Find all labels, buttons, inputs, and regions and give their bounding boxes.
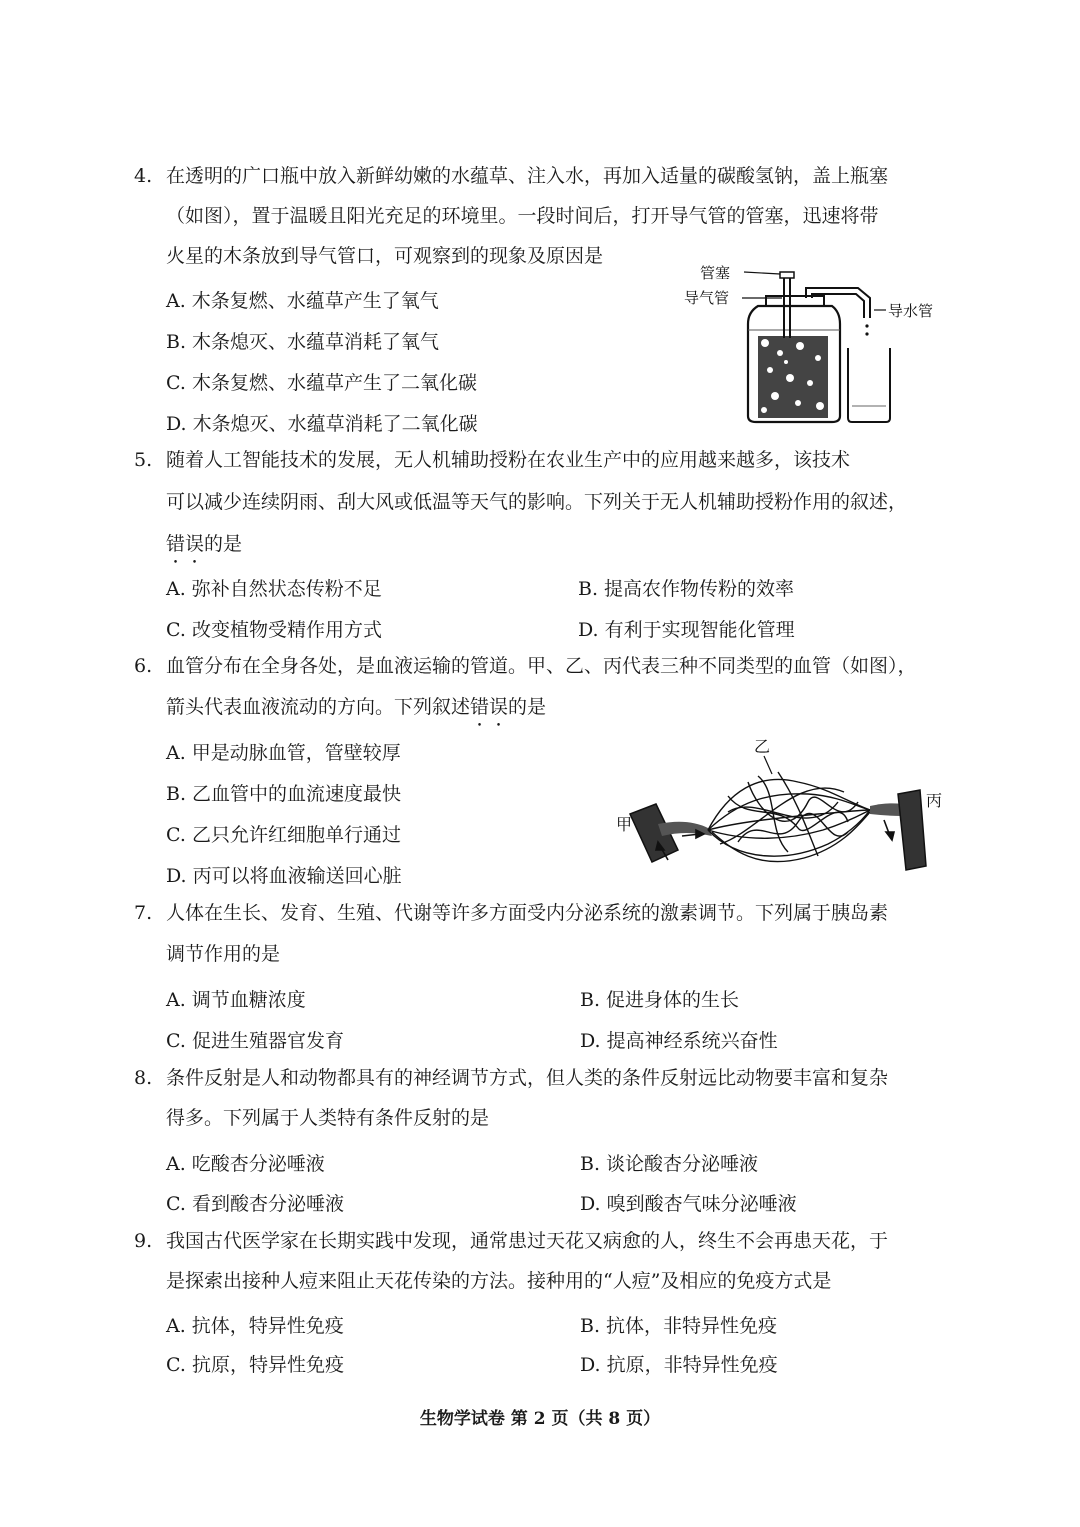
stem-line: 是探索出接种人痘来阻止天花传染的方法。接种用的“人痘”及相应的免疫方式是 — [166, 1270, 832, 1292]
option-b: B. 促进身体的生长 — [580, 989, 740, 1011]
option-d: D. 提高神经系统兴奋性 — [580, 1030, 778, 1052]
option-b: B. 木条熄灭、水蕴草消耗了氧气 — [166, 331, 440, 353]
emphasis-char: 错 — [166, 533, 186, 555]
stem-text: 的是 — [508, 696, 547, 718]
option-c: C. 改变植物受精作用方式 — [166, 619, 382, 641]
option-c: C. 乙只允许红细胞单行通过 — [166, 824, 401, 846]
option-a: A. 调节血糖浓度 — [166, 989, 306, 1011]
stem-line: 血管分布在全身各处，是血液运输的管道。甲、乙、丙代表三种不同类型的血管（如图）， — [166, 655, 917, 677]
option-d: D. 木条熄灭、水蕴草消耗了二氧化碳 — [166, 413, 478, 435]
stem-line: （如图），置于温暖且阳光充足的环境里。一段时间后，打开导气管的管塞，迅速将带 — [166, 205, 879, 227]
emphasis-char: 误 — [489, 696, 509, 718]
option-a: A. 木条复燃、水蕴草产生了氧气 — [166, 290, 439, 312]
stem-line: 我国古代医学家在长期实践中发现，通常患过天花又病愈的人，终生不会再患天花，于 — [166, 1230, 889, 1252]
option-c: C. 看到酸杏分泌唾液 — [166, 1193, 344, 1215]
option-b: B. 谈论酸杏分泌唾液 — [580, 1153, 759, 1175]
option-d: D. 抗原，非特异性免疫 — [580, 1354, 778, 1376]
stem-line: 可以减少连续阴雨、刮大风或低温等天气的影响。下列关于无人机辅助授粉作用的叙述， — [166, 491, 908, 513]
jar-apparatus-figure — [680, 258, 950, 428]
stem-line — [166, 534, 242, 554]
stem-text: 箭头代表血液流动的方向。下列叙述 — [166, 696, 471, 718]
bing-label: 丙 — [926, 791, 943, 810]
option-b: B. 提高农作物传粉的效率 — [578, 578, 795, 600]
stem-text: 的是 — [204, 533, 243, 555]
yi-label: 乙 — [754, 737, 771, 756]
stem-line: 条件反射是人和动物都具有的神经调节方式，但人类的条件反射远比动物要丰富和复杂 — [166, 1067, 889, 1089]
option-b: B. 抗体，非特异性免疫 — [580, 1315, 778, 1337]
stem-line — [166, 697, 546, 717]
question-number: 7. — [134, 902, 153, 924]
emphasis-char: 错 — [470, 696, 490, 718]
option-d: D. 丙可以将血液输送回心脏 — [166, 865, 402, 887]
option-a: A. 甲是动脉血管，管壁较厚 — [166, 742, 401, 764]
jia-label: 甲 — [616, 815, 633, 834]
option-a: A. 抗体，特异性免疫 — [166, 1315, 344, 1337]
question-number: 4. — [134, 165, 153, 187]
stem-line: 火星的木条放到导气管口，可观察到的现象及原因是 — [166, 245, 604, 267]
question-number: 8. — [134, 1067, 153, 1089]
stem-line: 在透明的广口瓶中放入新鲜幼嫩的水蕴草、注入水，再加入适量的碳酸氢钠，盖上瓶塞 — [166, 165, 889, 187]
option-a: A. 弥补自然状态传粉不足 — [166, 578, 382, 600]
stem-line: 随着人工智能技术的发展，无人机辅助授粉在农业生产中的应用越来越多，该技术 — [166, 449, 851, 471]
emphasis-char: 误 — [185, 533, 205, 555]
air-tube-label: 导气管 — [684, 289, 730, 307]
question-number: 6. — [134, 655, 153, 677]
option-d: D. 嗅到酸杏气味分泌唾液 — [580, 1193, 797, 1215]
stem-line: 调节作用的是 — [166, 943, 281, 965]
option-c: C. 促进生殖器官发育 — [166, 1030, 344, 1052]
option-b: B. 乙血管中的血流速度最快 — [166, 783, 402, 805]
water-tube-label: 导水管 — [888, 302, 934, 320]
page-footer: 生物学试卷 第 2 页（共 8 页） — [419, 1409, 661, 1429]
stopper-label: 管塞 — [700, 264, 731, 282]
stem-line: 得多。下列属于人类特有条件反射的是 — [166, 1107, 490, 1129]
option-c: C. 抗原，特异性免疫 — [166, 1354, 344, 1376]
option-d: D. 有利于实现智能化管理 — [578, 619, 795, 641]
option-a: A. 吃酸杏分泌唾液 — [166, 1153, 325, 1175]
stem-line: 人体在生长、发育、生殖、代谢等许多方面受内分泌系统的激素调节。下列属于胰岛素 — [166, 902, 889, 924]
option-c: C. 木条复燃、水蕴草产生了二氧化碳 — [166, 372, 477, 394]
question-number: 5. — [134, 449, 153, 471]
blood-vessel-figure — [608, 732, 948, 874]
question-number: 9. — [134, 1230, 153, 1252]
